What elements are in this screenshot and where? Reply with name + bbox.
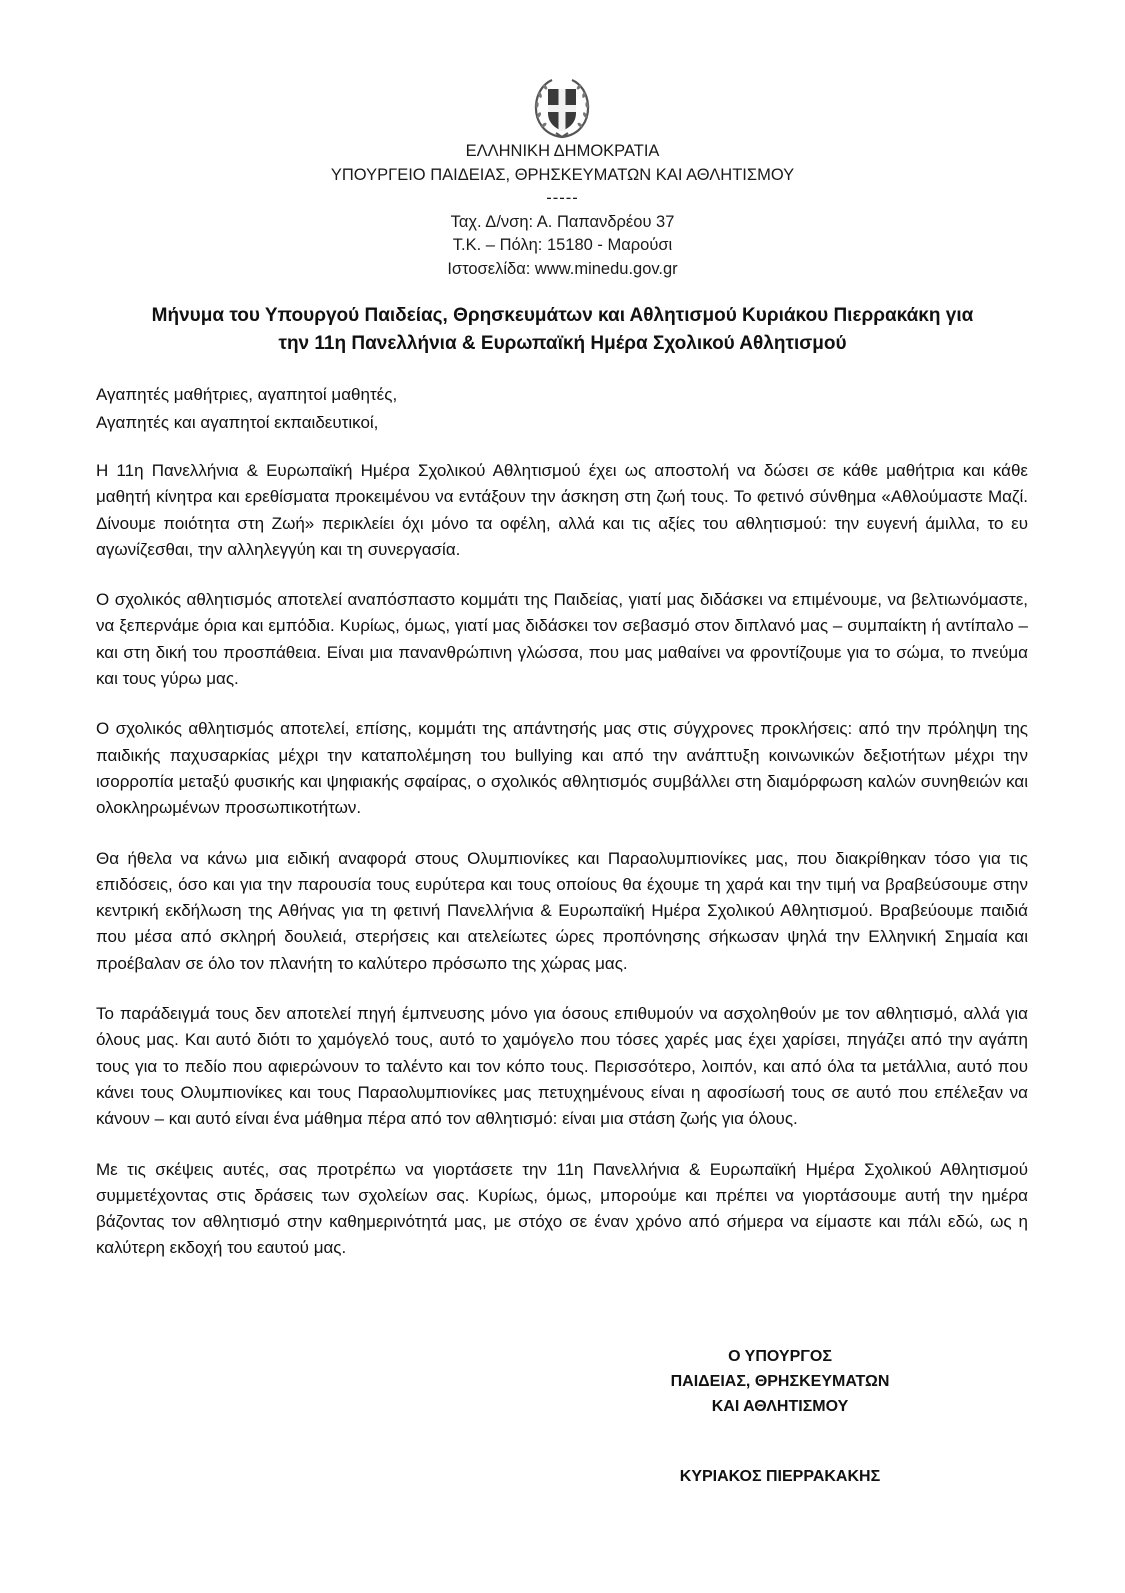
salutation-teachers: Αγαπητές και αγαπητοί εκπαιδευτικοί, (96, 413, 379, 432)
signature-block (620, 1344, 940, 1489)
paragraph-mission: Η 11η Πανελλήνια & Ευρωπαϊκή Ημέρα Σχολικού Αθλητισμού έχει ως αποστολή να δώσει σε κάθε μαθήτρια και κάθε μαθητή κίνητρα και ερεθίσματα προκειμένου να εντάξουν την άσκηση στη ζωή τους. Το φετινό σύνθημα «Αθλούμαστε Μαζί. Δίνουμε ποιότητα στη Ζωή» περικλείει όχι μόνο τα οφέλη, αλλά και τις αξίες του αθλητισμού: την ευγενή άμιλλα, το ευ αγωνίζεσθαι, την αλληλεγγύη και τη συνεργασία. (96, 461, 1028, 559)
letter-body (96, 458, 1028, 1286)
postal-address: Ταχ. Δ/νση: Α. Παπανδρέου 37 (450, 212, 675, 231)
letterhead (0, 140, 1125, 281)
postal-code-city: Τ.Κ. – Πόλη: 15180 - Μαρούσι (452, 236, 673, 254)
salutation (96, 381, 1036, 437)
ministry-name: ΥΠΟΥΡΓΕΙΟ ΠΑΙΔΕΙΑΣ, ΘΡΗΣΚΕΥΜΑΤΩΝ ΚΑΙ ΑΘΛΗΤΙΣΜΟΥ (330, 165, 795, 184)
paragraph-olympians: Θα ήθελα να κάνω μια ειδική αναφορά στους Ολυμπιονίκες και Παραολυμπιονίκες μας, που διακρίθηκαν τόσο για τις επιδόσεις, όσο και για την παρουσία τους ευρύτερα και τους οποίους θα έχουμε τη χαρά και την τιμή να βραβεύσουμε στην κεντρική εκδήλωση της Αθήνας για τη φετινή Πανελλήνια & Ευρωπαϊκή Ημέρα Σχολικού Αθλητισμού. Βραβεύουμε παιδιά που μέσα από σκληρή δουλειά, στερήσεις και ατελείωτες ώρες προπόνησης σήκωσαν ψηλά την Ελληνική Σημαία και προέβαλαν σε όλο τον πλανήτη το καλύτερο πρόσωπο της χώρας μας. (96, 848, 1028, 973)
signatory-name: ΚΥΡΙΑΚΟΣ ΠΙΕΡΡΑΚΑΚΗΣ (679, 1468, 881, 1485)
paragraph-challenges: Ο σχολικός αθλητισμός αποτελεί, επίσης, κομμάτι της απάντησής μας στις σύγχρονες προκλήσεις: από την πρόληψη της παιδικής παχυσαρκίας μέχρι την καταπολέμηση του bullying και από την ανάπτυξη κοινωνικών δεξιοτήτων μέχρι την ισορροπία μεταξύ φυσικής και ψηφιακής σφαίρας, ο σχολικός αθλητισμός συμβάλλει στη διαμόρφωση καλών συνηθειών και ολοκληρωμένων προσωπικοτήτων. (96, 719, 1028, 818)
document-title (70, 302, 1055, 358)
salutation-students: Αγαπητές μαθήτριες, αγαπητοί μαθητές, (96, 385, 398, 404)
signature-role-line-3: ΚΑΙ ΑΘΛΗΤΙΣΜΟΥ (711, 1398, 849, 1415)
website: Ιστοσελίδα: www.minedu.gov.gr (447, 259, 678, 278)
paragraph-education: Ο σχολικός αθλητισμός αποτελεί αναπόσπαστο κομμάτι της Παιδείας, γιατί μας διδάσκει να επιμένουμε, να βελτιωνόμαστε, να ξεπερνάμε όρια και εμπόδια. Κυρίως, όμως, γιατί μας διδάσκει τον σεβασμό στον διπλανό μας – συμπαίκτη ή αντίπαλο – και στη δική του προσπάθεια. Είναι μια πανανθρώπινη γλώσσα, που μας μαθαίνει να φροντίζουμε για το σώμα, το πνεύμα και τους γύρω μας. (96, 590, 1028, 689)
paragraph-example: Το παράδειγμά τους δεν αποτελεί πηγή έμπνευσης μόνο για όσους επιθυμούν να ασχοληθούν με τον αθλητισμό, αλλά για όλους μας. Και αυτό διότι το χαμόγελό τους, αυτό το χαμόγελο που τόσες χαρές μας έχει χαρίσει, πηγάζει από την αγάπη τους για το πεδίο που αφιερώνουν το ταλέντο και τον κόπο τους. Περισσότερο, λοιπόν, και από όλα τα μετάλλια, αυτό που κάνει τους Ολυμπιονίκες και τους Παραολυμπιονίκες μας πετυχημένους είναι η αφοσίωσή τους σε αυτό που επέλεξαν να κάνουν – και αυτό είναι ένα μάθημα πέρα από τον αθλητισμό: είναι μια στάση ζωής για όλους. (96, 1004, 1028, 1129)
title-line-2: την 11η Πανελλήνια & Ευρωπαϊκή Ημέρα Σχολικού Αθλητισμού (278, 333, 847, 354)
signature-role-line-1: Ο ΥΠΟΥΡΓΟΣ (728, 1348, 832, 1365)
signature-role-line-2: ΠΑΙΔΕΙΑΣ, ΘΡΗΣΚΕΥΜΑΤΩΝ (670, 1373, 890, 1390)
header-separator: ----- (546, 189, 579, 207)
greek-coat-of-arms-icon (530, 75, 594, 141)
title-line-1: Μήνυμα του Υπουργού Παιδείας, Θρησκευμάτων και Αθλητισμού Κυριάκου Πιερρακάκη για (151, 305, 974, 326)
republic-name: ΕΛΛΗΝΙΚΗ ΔΗΜΟΚΡΑΤΙΑ (465, 142, 660, 160)
paragraph-closing: Με τις σκέψεις αυτές, σας προτρέπω να γιορτάσετε την 11η Πανελλήνια & Ευρωπαϊκή Ημέρα Σχολικού Αθλητισμού συμμετέχοντας στις δράσεις των σχολείων σας. Κυρίως, όμως, μπορούμε και πρέπει να γιορτάσουμε αυτή την ημέρα βάζοντας τον αθλητισμό στην καθημερινότητά μας, με στόχο σε έναν χρόνο από σήμερα να είμαστε και πάλι εδώ, ως η καλύτερη εκδοχή του εαυτού μας. (96, 1159, 1028, 1258)
